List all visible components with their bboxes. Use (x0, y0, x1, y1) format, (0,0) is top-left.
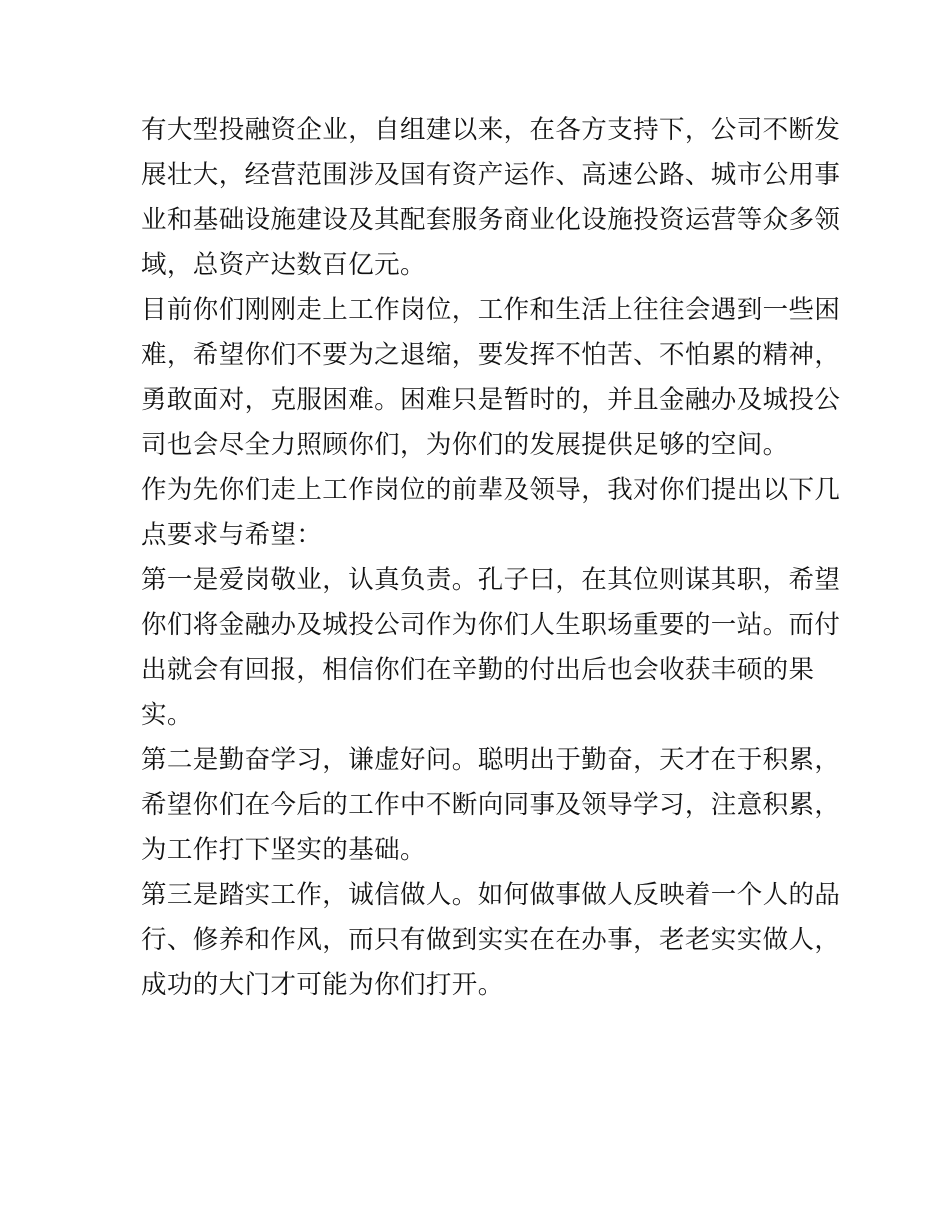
text-line: 目前你们刚刚走上工作岗位，工作和生活上往往会遇到一些困 (141, 295, 841, 325)
text-line: 第一是爱岗敬业，认真负责。孔子曰，在其位则谋其职，希望 (141, 565, 841, 595)
text-line: 为工作打下坚实的基础。 (141, 835, 426, 865)
text-line: 第三是踏实工作，诚信做人。如何做事做人反映着一个人的品 (141, 880, 841, 910)
text-line: 你们将金融办及城投公司作为你们人生职场重要的一站。而付 (141, 610, 841, 640)
text-line: 实。 (141, 700, 193, 730)
document-body (141, 108, 841, 1008)
text-line: 展壮大，经营范围涉及国有资产运作、高速公路、城市公用事 (141, 160, 841, 190)
text-line: 成功的大门才可能为你们打开。 (141, 970, 504, 1000)
paragraph-company-intro (141, 108, 841, 288)
paragraph-point-one (141, 558, 841, 738)
text-line: 难，希望你们不要为之退缩，要发挥不怕苦、不怕累的精神， (141, 340, 841, 370)
paragraph-point-three (141, 873, 841, 1008)
text-line: 第二是勤奋学习，谦虚好问。聪明出于勤奋，天才在于积累， (141, 745, 841, 775)
text-line: 域，总资产达数百亿元。 (141, 250, 426, 280)
text-line: 行、修养和作风，而只有做到实实在在办事，老老实实做人， (141, 925, 841, 955)
text-line: 点要求与希望： (141, 520, 323, 550)
text-line: 勇敢面对，克服困难。困难只是暂时的，并且金融办及城投公 (141, 385, 841, 415)
text-line: 作为先你们走上工作岗位的前辈及领导，我对你们提出以下几 (141, 475, 841, 505)
text-line: 出就会有回报，相信你们在辛勤的付出后也会收获丰硕的果 (141, 655, 815, 685)
paragraph-requirements-intro (141, 468, 841, 558)
text-line: 司也会尽全力照顾你们，为你们的发展提供足够的空间。 (141, 430, 789, 460)
paragraph-point-two (141, 738, 841, 873)
text-line: 业和基础设施建设及其配套服务商业化设施投资运营等众多领 (141, 205, 841, 235)
paragraph-encouragement (141, 288, 841, 468)
text-line: 有大型投融资企业，自组建以来，在各方支持下，公司不断发 (141, 115, 841, 145)
text-line: 希望你们在今后的工作中不断向同事及领导学习，注意积累， (141, 790, 841, 820)
